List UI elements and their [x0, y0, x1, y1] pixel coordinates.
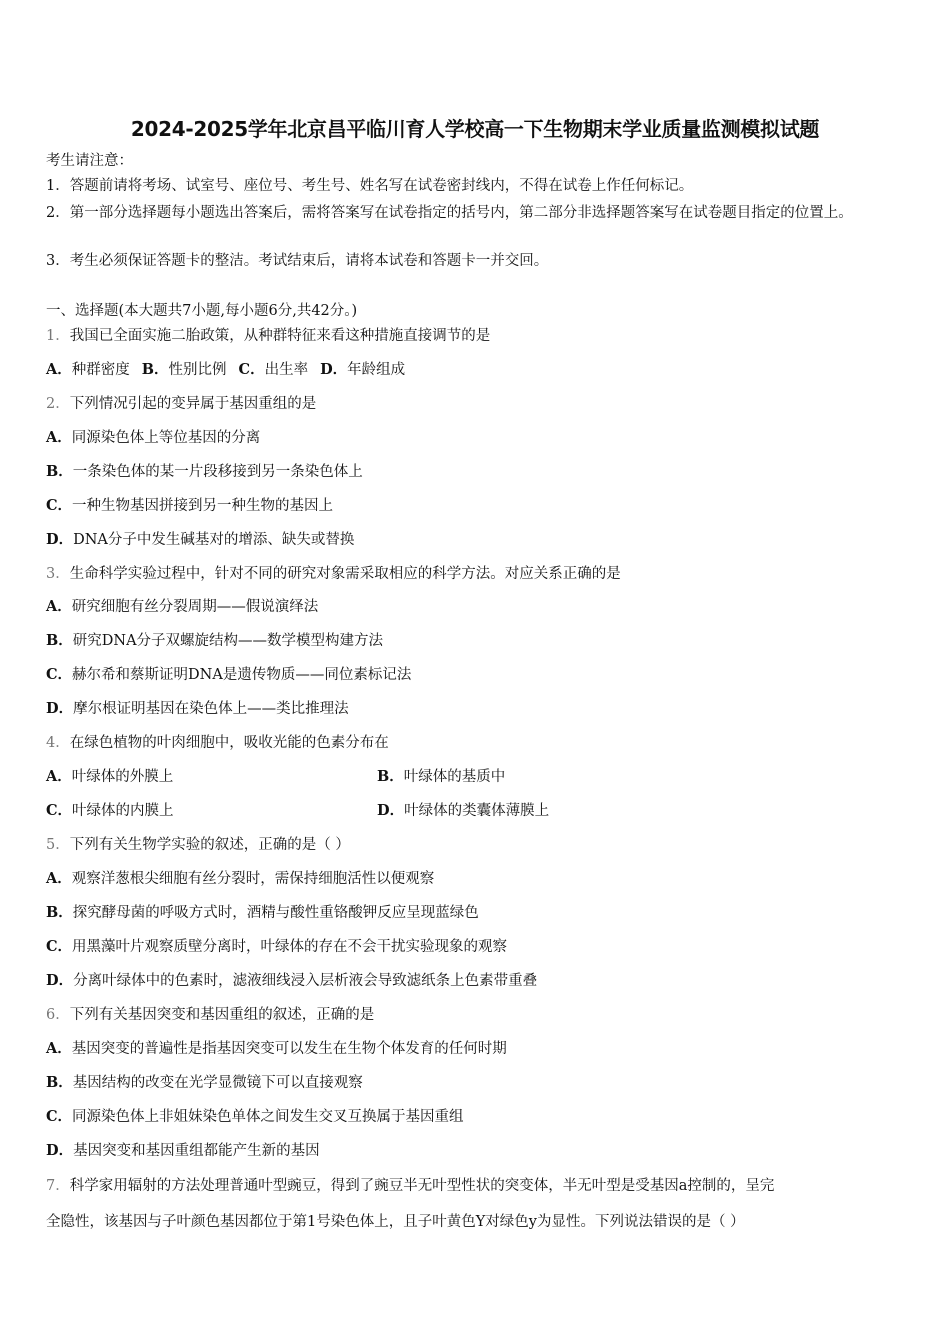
option-label: B．: [141, 361, 169, 378]
question-7: [46, 1176, 774, 1196]
option-label: A．: [46, 361, 72, 378]
question-number: 7．: [46, 1178, 70, 1194]
question-stem: 生命科学实验过程中，针对不同的研究对象需采取相应的科学方法。对应关系正确的是: [69, 566, 621, 582]
question-stem: 下列有关生物学实验的叙述，正确的是（ ）: [69, 837, 350, 853]
question-number: 4．: [46, 735, 70, 751]
question-2-option-b: B．一条染色体的某一片段移接到另一条染色体上: [46, 463, 363, 480]
option-label: C．: [238, 361, 265, 378]
question-4-option-d: D．叶绿体的类囊体薄膜上: [377, 802, 550, 819]
option-label: D．: [320, 361, 348, 378]
question-6-option-c: C．同源染色体上非姐妹染色单体之间发生交叉互换属于基因重组: [46, 1108, 464, 1125]
question-5-option-d: D．分离叶绿体中的色素时，滤液细线浸入层析液会导致滤纸条上色素带重叠: [46, 972, 538, 989]
question-1-options: [46, 360, 405, 380]
question-stem: 下列有关基因突变和基因重组的叙述，正确的是: [69, 1007, 375, 1023]
question-5-option-c: C．用黑藻叶片观察质壁分离时，叶绿体的存在不会干扰实验现象的观察: [46, 938, 508, 955]
page-title: 2024-2025学年北京昌平临川育人学校高一下生物期末学业质量监测模拟试题: [130, 117, 820, 141]
question-4-option-a: A．叶绿体的外膜上: [46, 768, 174, 785]
question-3-option-d: D．摩尔根证明基因在染色体上——类比推理法: [46, 700, 349, 717]
notice-heading: 考生请注意：: [46, 153, 133, 169]
question-5-option-a: A．观察洋葱根尖细胞有丝分裂时，需保持细胞活性以便观察: [46, 870, 435, 887]
question-2-option-c: C．一种生物基因拼接到另一种生物的基因上: [46, 497, 334, 514]
question-6-option-d: D．基因突变和基因重组都能产生新的基因: [46, 1142, 320, 1159]
question-2-option-d: D．DNA分子中发生碱基对的增添、缺失或替换: [46, 531, 355, 548]
notice-item-1: 1．答题前请将考场、试室号、座位号、考生号、姓名写在试卷密封线内，不得在试卷上作任何标记。: [46, 178, 694, 194]
question-number: 2．: [46, 396, 70, 412]
question-3: [46, 564, 621, 584]
question-2-option-a: A．同源染色体上等位基因的分离: [46, 429, 261, 446]
question-7-line-2: 全隐性，该基因与子叶颜色基因都位于第1号染色体上，且子叶黄色Y对绿色y为显性。下列说法错误的是（ ）: [46, 1214, 745, 1230]
option-text: 性别比例: [168, 362, 227, 378]
question-3-option-a: A．研究细胞有丝分裂周期——假说演绎法: [46, 598, 319, 615]
question-stem: 在绿色植物的叶肉细胞中，吸收光能的色素分布在: [69, 735, 389, 751]
option-text: 种群密度: [71, 362, 130, 378]
question-3-option-b: B．研究DNA分子双螺旋结构——数学模型构建方法: [46, 632, 384, 649]
question-4-option-b: B．叶绿体的基质中: [377, 768, 506, 785]
question-2: [46, 394, 316, 414]
notice-item-2: 2．第一部分选择题每小题选出答案后，需将答案写在试卷指定的括号内，第二部分非选择题答案写在试卷题目指定的位置上。: [46, 205, 853, 221]
question-stem: 下列情况引起的变异属于基因重组的是: [69, 396, 317, 412]
question-1: [46, 326, 490, 346]
question-6-option-a: A．基因突变的普遍性是指基因突变可以发生在生物个体发育的任何时期: [46, 1040, 507, 1057]
question-number: 1．: [46, 328, 70, 344]
option-text: 年龄组成: [347, 362, 406, 378]
question-6: [46, 1005, 374, 1025]
notice-item-3: 3．考生必须保证答题卡的整洁。考试结束后，请将本试卷和答题卡一并交回。: [46, 253, 549, 269]
question-5: [46, 835, 350, 855]
question-number: 5．: [46, 837, 70, 853]
question-4-option-c: C．叶绿体的内膜上: [46, 802, 174, 819]
question-4: [46, 733, 389, 753]
question-number: 6．: [46, 1007, 70, 1023]
question-stem: 我国已全面实施二胎政策，从种群特征来看这种措施直接调节的是: [69, 328, 491, 344]
question-6-option-b: B．基因结构的改变在光学显微镜下可以直接观察: [46, 1074, 363, 1091]
section-heading: 一、选择题(本大题共7小题,每小题6分,共42分。): [46, 303, 358, 319]
question-5-option-b: B．探究酵母菌的呼吸方式时，酒精与酸性重铬酸钾反应呈现蓝绿色: [46, 904, 479, 921]
option-text: 出生率: [264, 362, 309, 378]
question-number: 3．: [46, 566, 70, 582]
question-3-option-c: C．赫尔希和蔡斯证明DNA是遗传物质——同位素标记法: [46, 666, 412, 683]
question-stem-line-1: 科学家用辐射的方法处理普通叶型豌豆，得到了豌豆半无叶型性状的突变体，半无叶型是受基因a控制的，呈完: [69, 1178, 775, 1194]
